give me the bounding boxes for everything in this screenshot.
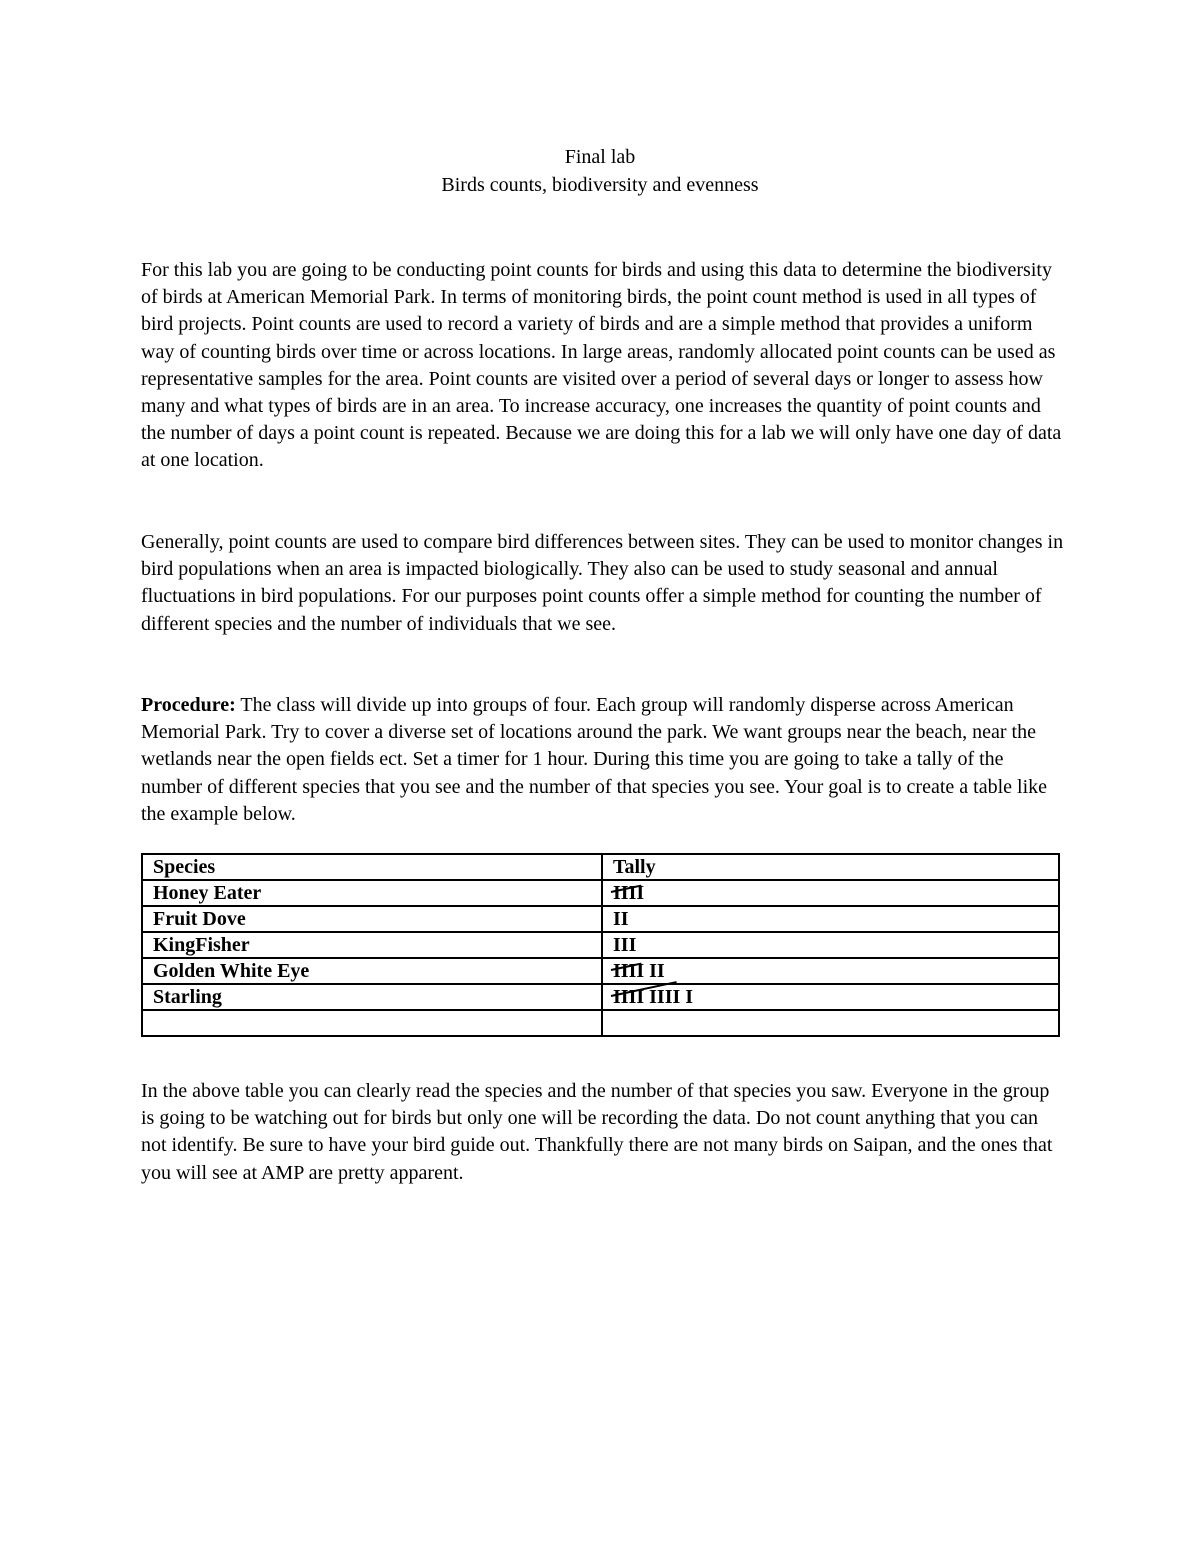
procedure-text: The class will divide up into groups of four. Each group will randomly disperse across American Memorial Park. Try to cover a diverse set of locations around the park. We want groups near the beach, near the wetlands near the open fields ect. Set a timer for 1 hour. During this time you are going to take a tally of the number of different species that you see and the number of that species you see. Your goal is to create a table like the example below. [141, 694, 1048, 825]
tally-cell [602, 932, 1059, 958]
table-row-empty [142, 1010, 1059, 1036]
species-cell [142, 1010, 602, 1036]
species-cell: Starling [142, 984, 602, 1010]
table-row [142, 984, 1059, 1010]
header-tally: Tally [602, 854, 1059, 880]
table-row [142, 932, 1059, 958]
tally-group-struck [613, 959, 644, 983]
generally-paragraph: Generally, point counts are used to compare bird differences between sites. They can be used to monitor changes in bird populations when an area is impacted biologically. They also can be used to study seasonal and annual fluctuations in bird populations. For our purposes point counts offer a simple method for counting the number of different species and the number of individuals that we see. [141, 531, 1064, 635]
tally-cell [602, 906, 1059, 932]
tally-marks: IIII [613, 882, 645, 904]
tally-cell [602, 984, 1059, 1010]
bird-tally-table [141, 853, 1060, 1037]
tally-marks-extra: I [680, 986, 694, 1008]
tally-cell [602, 958, 1059, 984]
tally-marks: IIII [613, 960, 645, 982]
intro-paragraph: For this lab you are going to be conducting point counts for birds and using this data to determine the biodiversity of birds at American Memorial Park. In terms of monitoring birds, the point count method is used in all types of bird projects. Point counts are used to record a variety of birds and are a simple method that provides a uniform way of counting birds over time or across locations. In large areas, randomly allocated point counts can be used as representative samples for the area. Point counts are visited over a period of several days or longer to assess how many and what types of birds are in an area. To increase accuracy, one increases the quantity of point counts and the number of days a point count is repeated. Because we are doing this for a lab we will only have one day of data at one location. [141, 259, 1062, 472]
tally-cell [602, 880, 1059, 906]
tally-group-struck [613, 985, 680, 1009]
tally-marks: II [613, 908, 629, 930]
table-row [142, 906, 1059, 932]
species-cell: KingFisher [142, 932, 602, 958]
table-row [142, 880, 1059, 906]
table-row [142, 958, 1059, 984]
species-cell: Golden White Eye [142, 958, 602, 984]
procedure-label: Procedure: [141, 694, 236, 716]
page-subtitle: Birds counts, biodiversity and evenness [441, 174, 759, 196]
species-cell: Fruit Dove [142, 906, 602, 932]
table-header-row [142, 854, 1059, 880]
species-cell: Honey Eater [142, 880, 602, 906]
title-block [0, 143, 1200, 199]
tally-cell [602, 1010, 1059, 1036]
page-title: Final lab [564, 146, 636, 168]
tally-group-struck [613, 881, 644, 905]
tally-marks-extra: II [644, 960, 665, 982]
after-table-paragraph: In the above table you can clearly read the species and the number of that species you saw. Everyone in the group is going to be watching out for birds but only one will be recording the data. Do not count anything that you can not identify. Be sure to have your bird guide out. Thankfully there are not many birds on Saipan, and the ones that you will see at AMP are pretty apparent. [141, 1080, 1053, 1184]
header-species: Species [142, 854, 602, 880]
procedure-paragraph [141, 692, 1066, 828]
tally-marks: IIII IIII [613, 986, 681, 1008]
tally-marks: III [613, 934, 637, 956]
